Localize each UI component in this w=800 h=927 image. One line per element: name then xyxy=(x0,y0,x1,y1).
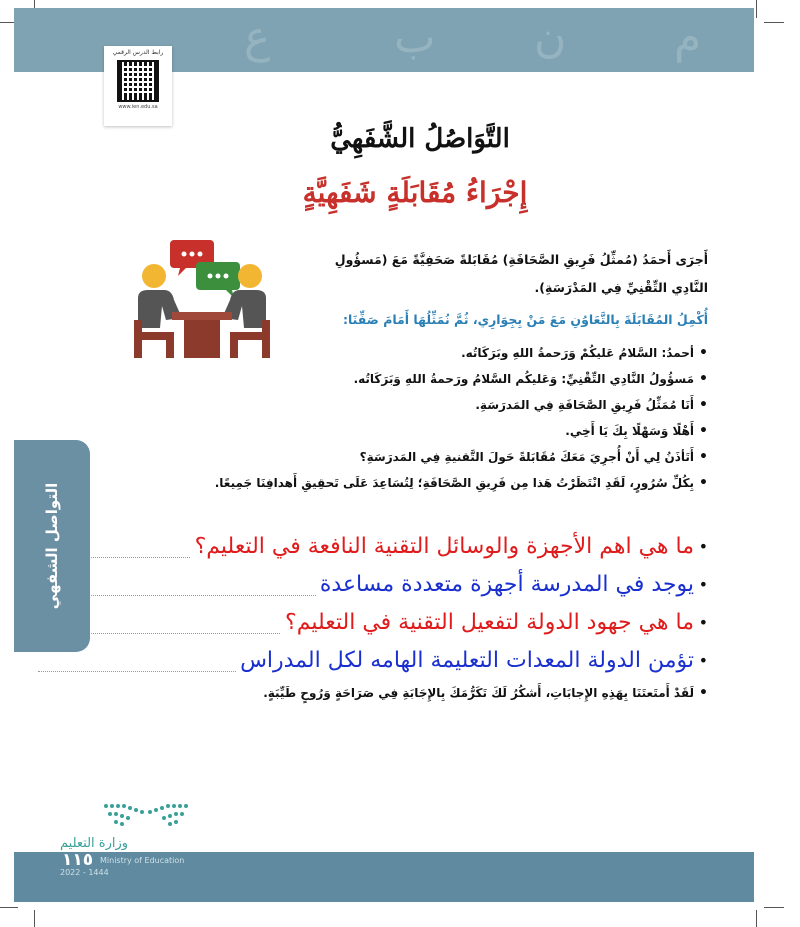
answer-text: ما هي اهم الأجهزة والوسائل التقنية النافعة في التعليم؟ xyxy=(191,534,694,559)
instruction-text: أُكْمِلُ المُقَابَلَةَ بِالتَّعَاوُنِ مَعَ مَنْ بِجِوَارِي، ثُمَّ نُمَثِّلُهَا أَمَامَ صَفِّنَا: xyxy=(342,312,708,327)
crop-mark xyxy=(756,910,757,927)
answer-line[interactable] xyxy=(8,642,708,680)
dialog-line: • بِكُلِّ سُرُورٍ، لَقَدِ انْتَظَرْتُ هَذا مِن فَرِيقِ الصَّحَافَةِ؛ لِتُسَاعِدَ عَلَى تَحقِيقِ أَهدافِنَا جَمِيعًا. xyxy=(88,470,708,496)
closing-line: • لَقَدْ أَمتَعتَنَا بِهَذِهِ الإِجابَاتِ، أَشكُرُ لَكَ تَكَرُّمَكَ بِالإِجَابَةِ فِي صَرَاحَةٍ وَرُوحٍ طَيِّبَةٍ. xyxy=(94,686,708,700)
crop-mark xyxy=(0,907,18,908)
answer-line[interactable] xyxy=(8,528,708,566)
dialog-line: • أَهْلًا وَسَهْلًا بِكَ يَا أَخِي. xyxy=(88,418,708,444)
side-tab[interactable] xyxy=(14,440,90,652)
qr-label: رابط الدرس الرقمي xyxy=(112,49,164,56)
handwritten-answers xyxy=(8,528,708,680)
edition-year: 2022 - 1444 xyxy=(60,868,109,877)
lesson-title: التَّوَاصُلُ الشَّفَهِيُّ xyxy=(330,124,510,154)
calligraphy-decoration: ب xyxy=(394,12,436,63)
dialog-line: • أَنَا مُمَثِّلُ فَرِيقِ الصَّحَافَةِ فِي المَدرَسَةِ. xyxy=(88,392,708,418)
answer-line[interactable] xyxy=(8,566,708,604)
crop-mark xyxy=(34,910,35,927)
qr-code-icon xyxy=(117,60,159,102)
answer-text: يوجد في المدرسة أجهزة متعددة مساعدة xyxy=(316,572,694,597)
qr-url[interactable]: www.ien.edu.sa xyxy=(118,104,158,110)
intro-paragraph: أَجرَى أَحمَدُ (مُمثِّلُ فَرِيقِ الصَّحَافَةِ) مُقَابَلةً صَحَفِيَّةً مَعَ (مَسؤُولِ النَّادِي التِّقْنِيِّ فِي المَدْرَسَةِ). xyxy=(334,252,708,295)
crop-mark xyxy=(756,0,757,18)
calligraphy-decoration: م xyxy=(674,12,702,63)
crop-mark xyxy=(764,22,784,23)
dialog-line: • مَسؤُولُ النَّادِي التِّقْنِيِّ: وَعَليكُم السَّلامُ ورَحمةُ اللهِ وَبَرَكَاتُه. xyxy=(88,366,708,392)
page-number: ١١٥ xyxy=(62,850,94,870)
answer-text: تؤمن الدولة المعدات التعليمة الهامه لكل المدراس xyxy=(236,648,694,673)
answer-line[interactable] xyxy=(8,604,708,642)
ministry-name-en: Ministry of Education xyxy=(100,856,185,865)
dialog-line: • أَتَأذَنُ لِي أَنْ أُجرِيَ مَعَكَ مُقَابَلةً حَولَ التَّقنيةِ فِي المَدرَسَةِ؟ xyxy=(88,444,708,470)
digital-lesson-qr[interactable] xyxy=(104,46,172,126)
ministry-name-ar: وزارة التعليم xyxy=(60,836,129,851)
dialog-line: • أحمدُ: السَّلامُ عَليكُمْ وَرَحمةُ اللهِ وبَرَكَاتُه. xyxy=(88,340,708,366)
calligraphy-decoration: ع xyxy=(244,12,271,63)
lesson-subtitle: إِجْرَاءُ مُقَابَلَةٍ شَفَهِيَّةٍ xyxy=(302,176,528,209)
ministry-logo-icon xyxy=(100,798,192,832)
dialog-list xyxy=(88,340,708,496)
calligraphy-decoration: ن xyxy=(534,12,567,63)
speech-bubble-green-icon xyxy=(196,262,240,298)
answer-text: ما هي جهود الدولة لتفعيل التقنية في التعليم؟ xyxy=(281,610,694,635)
side-tab-label: التواصل الشفهي xyxy=(43,482,61,610)
crop-mark xyxy=(764,907,784,908)
